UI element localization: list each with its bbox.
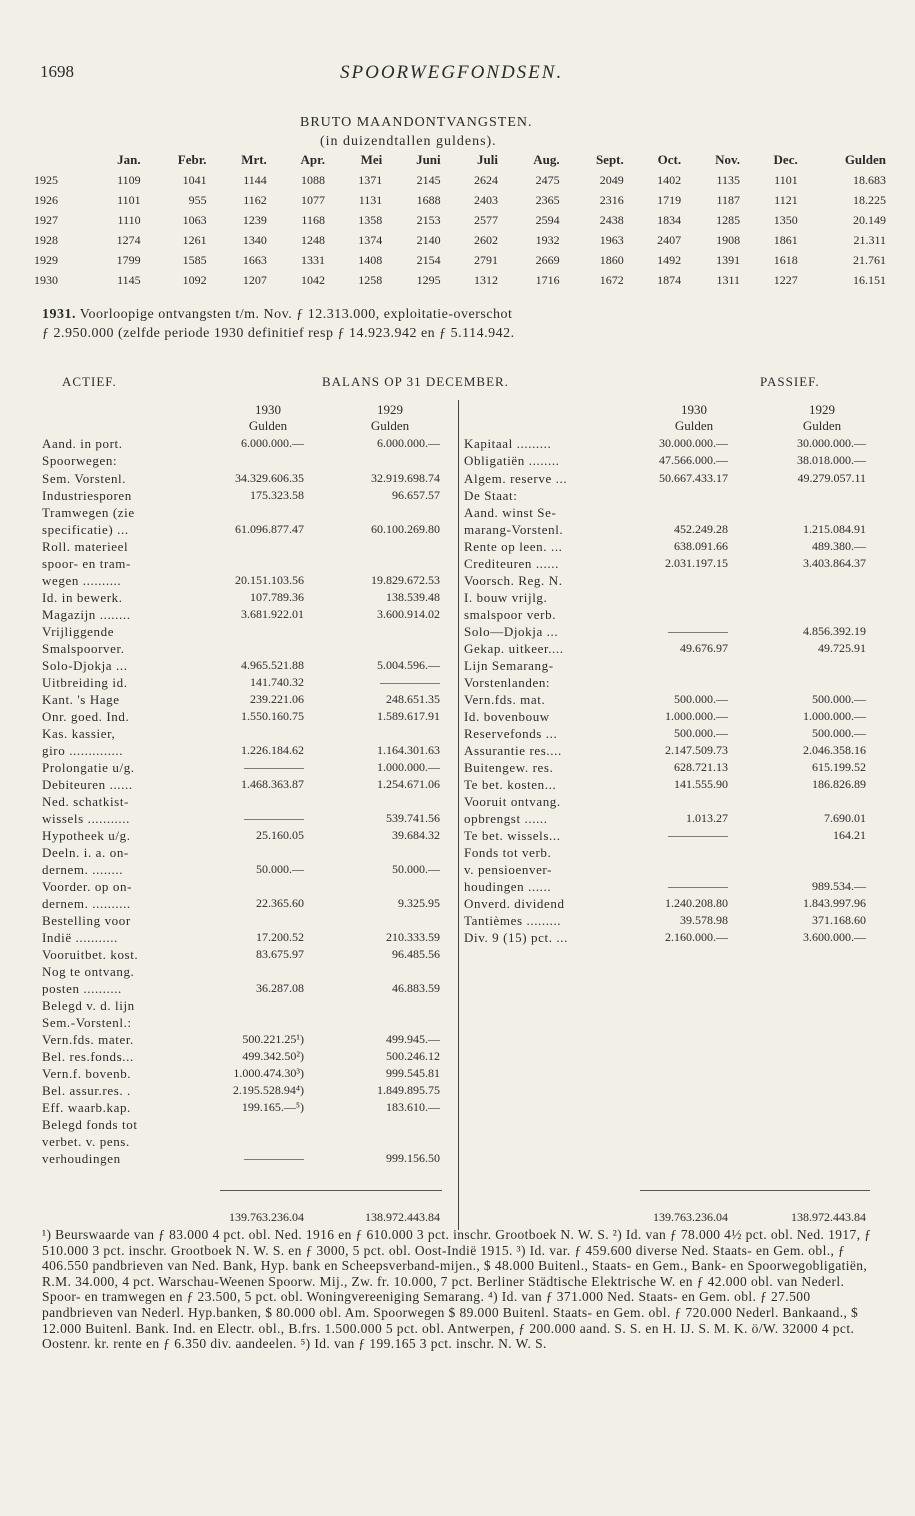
actief-item-label: Nog te ontvang.	[42, 964, 135, 979]
passief-value-1930: 1.013.27	[686, 811, 728, 825]
actief-value-1930: 61.096.877.47	[235, 522, 304, 536]
actief-item-label: specificatie) ...	[42, 522, 129, 537]
value-cell: 1585	[182, 252, 207, 267]
value-cell: 2669	[535, 252, 560, 267]
value-cell: 1350	[773, 212, 798, 227]
monthly-col-header: Aug.	[533, 152, 560, 167]
passief-value-1929: 1.000.000.—	[803, 709, 866, 723]
actief-item-label: dernem. ........	[42, 862, 124, 877]
value-cell: 1239	[242, 212, 267, 227]
passief-item-label: Lijn Semarang-	[464, 658, 554, 673]
actief-item-label: Ned. schatkist-	[42, 794, 129, 809]
passief-unit-1930: Gulden	[674, 418, 714, 433]
passief-total-1929: 138.972.443.84	[791, 1210, 866, 1224]
actief-value-1929: 9.325.95	[398, 896, 440, 910]
value-cell: 2624	[473, 172, 498, 187]
value-cell: 1227	[773, 272, 798, 287]
actief-value-1929: 539.741.56	[386, 811, 440, 825]
monthly-col-header: Dec.	[773, 152, 798, 167]
value-cell: 1861	[773, 232, 798, 247]
passief-value-1930: 141.555.90	[674, 777, 728, 791]
passief-value-1930: —————	[668, 879, 728, 893]
passief-value-1930: 39.578.98	[680, 913, 728, 927]
actief-sum-line	[220, 1190, 442, 1191]
passief-value-1929: 2.046.358.16	[803, 743, 866, 757]
value-cell: 1374	[358, 232, 383, 247]
passief-value-1930: 49.676.97	[680, 641, 728, 655]
passief-item-label: I. bouw vrijlg.	[464, 590, 548, 605]
actief-value-1930: 36.287.08	[256, 981, 304, 995]
value-cell: 1162	[243, 192, 267, 207]
value-cell: 1258	[358, 272, 383, 287]
passief-value-1929: 500.000.—	[812, 692, 866, 706]
value-cell: 18.225	[853, 192, 886, 207]
actief-total-1930: 139.763.236.04	[229, 1210, 304, 1224]
passief-value-1930: 47.566.000.—	[659, 453, 728, 467]
value-cell: 21.311	[853, 232, 886, 247]
actief-item-label: Vrijliggende	[42, 624, 115, 639]
passief-item-label: Te bet. wissels...	[464, 828, 561, 843]
actief-item-label: Bel. res.fonds...	[42, 1049, 134, 1064]
actief-item-label: Magazijn ........	[42, 607, 131, 622]
monthly-col-header: Sept.	[595, 152, 624, 167]
actief-value-1929: 1.589.617.91	[377, 709, 440, 723]
balance-divider	[458, 400, 459, 1230]
monthly-col-header: Gulden	[844, 152, 886, 167]
value-cell: 1371	[358, 172, 383, 187]
value-cell: 1042	[300, 272, 325, 287]
value-cell: 1145	[117, 272, 141, 287]
page-number: 1698	[40, 62, 74, 81]
passief-value-1929: 4.856.392.19	[803, 624, 866, 638]
value-cell: 2316	[599, 192, 624, 207]
value-cell: 1311	[716, 272, 741, 287]
actief-item-label: Smalspoorver.	[42, 641, 125, 656]
passief-value-1930: —————	[668, 828, 728, 842]
passief-item-label: Gekap. uitkeer....	[464, 641, 564, 656]
actief-value-1930: 500.221.25¹)	[242, 1032, 304, 1046]
passief-value-1930: 500.000.—	[674, 726, 728, 740]
actief-value-1930: 1.550.160.75	[241, 709, 304, 723]
actief-value-1930: 50.000.—	[256, 862, 304, 876]
actief-value-1929: 999.156.50	[386, 1151, 440, 1165]
note-year: 1931.	[42, 307, 76, 322]
actief-value-1930: 6.000.000.—	[241, 436, 304, 450]
actief-value-1930: 1.226.184.62	[241, 743, 304, 757]
passief-heading: PASSIEF.	[760, 374, 820, 389]
table-row	[30, 270, 890, 290]
value-cell: 2140	[416, 232, 441, 247]
value-cell: 2594	[535, 212, 560, 227]
passief-item-label: Te bet. kosten...	[464, 777, 557, 792]
actief-value-1929: 1.164.301.63	[377, 743, 440, 757]
passief-item-label: Voorsch. Reg. N.	[464, 573, 563, 588]
actief-item-label: Voorder. op on-	[42, 879, 133, 894]
passief-value-1929: 371.168.60	[812, 913, 866, 927]
table-row	[30, 230, 890, 250]
actief-unit-1930: Gulden	[248, 418, 288, 433]
value-cell: 1041	[182, 172, 207, 187]
actief-item-label: Bestelling voor	[42, 913, 131, 928]
value-cell: 1719	[657, 192, 682, 207]
actief-item-label: Industriesporen	[42, 488, 132, 503]
actief-value-1930: 3.681.922.01	[241, 607, 304, 621]
passief-item-label: Onverd. dividend	[464, 896, 565, 911]
value-cell: 2791	[473, 252, 498, 267]
actief-item-label: Belegd fonds tot	[42, 1117, 138, 1132]
actief-value-1930: 17.200.52	[256, 930, 304, 944]
actief-value-1929: 19.829.672.53	[371, 573, 440, 587]
value-cell: 1092	[182, 272, 207, 287]
monthly-col-header: Mei	[360, 152, 383, 167]
passief-item-label: Aand. winst Se-	[464, 505, 557, 520]
passief-value-1930: 30.000.000.—	[659, 436, 728, 450]
monthly-col-header: Juni	[416, 152, 441, 167]
passief-item-label: De Staat:	[464, 488, 518, 503]
passief-total-1930: 139.763.236.04	[653, 1210, 728, 1224]
monthly-table-title: BRUTO MAANDONTVANGSTEN.	[300, 115, 533, 130]
actief-value-1929: 96.485.56	[392, 947, 440, 961]
value-cell: 1121	[774, 192, 798, 207]
value-cell: 1168	[301, 212, 325, 227]
passief-value-1930: —————	[668, 624, 728, 638]
actief-value-1930: 499.342.50²)	[242, 1049, 304, 1063]
passief-item-label: v. pensioenver-	[464, 862, 553, 877]
actief-value-1930: —————	[244, 811, 304, 825]
actief-value-1929: 1.000.000.—	[377, 760, 440, 774]
passief-item-label: Buitengew. res.	[464, 760, 554, 775]
actief-value-1930: 199.165.—⁵)	[241, 1100, 304, 1114]
actief-value-1930: 1.000.474.30³)	[233, 1066, 304, 1080]
year-cell: 1930	[34, 272, 58, 287]
value-cell: 1077	[300, 192, 325, 207]
actief-item-label: Deeln. i. a. on-	[42, 845, 129, 860]
value-cell: 1101	[774, 172, 798, 187]
actief-item-label: Bel. assur.res. .	[42, 1083, 131, 1098]
passief-value-1929: 49.279.057.11	[797, 471, 866, 485]
value-cell: 1932	[535, 232, 560, 247]
balance-heading: BALANS OP 31 DECEMBER.	[322, 374, 509, 389]
value-cell: 2365	[535, 192, 560, 207]
actief-heading: ACTIEF.	[62, 374, 117, 389]
value-cell: 1101	[117, 192, 141, 207]
value-cell: 2145	[416, 172, 441, 187]
actief-item-label: verhoudingen	[42, 1151, 121, 1166]
passief-value-1930: 2.147.509.73	[665, 743, 728, 757]
passief-value-1929: 164.21	[833, 828, 866, 842]
value-cell: 18.683	[853, 172, 886, 187]
year-cell: 1927	[34, 212, 58, 227]
actief-item-label: posten ..........	[42, 981, 122, 996]
actief-year-1930: 1930	[255, 402, 281, 417]
passief-item-label: Id. bovenbouw	[464, 709, 550, 724]
actief-value-1929: 3.600.914.02	[377, 607, 440, 621]
actief-item-label: Hypotheek u/g.	[42, 828, 131, 843]
actief-item-label: Vooruitbet. kost.	[42, 947, 139, 962]
actief-value-1930: 2.195.528.94⁴)	[232, 1083, 304, 1097]
passief-value-1929: 989.534.—	[812, 879, 866, 893]
value-cell: 1274	[116, 232, 141, 247]
value-cell: 955	[188, 192, 207, 207]
value-cell: 1874	[657, 272, 682, 287]
passief-value-1930: 500.000.—	[674, 692, 728, 706]
passief-unit-1929: Gulden	[802, 418, 842, 433]
actief-value-1930: 34.329.606.35	[235, 471, 304, 485]
value-cell: 1716	[535, 272, 560, 287]
value-cell: 2475	[535, 172, 560, 187]
passief-item-label: smalspoor verb.	[464, 607, 557, 622]
passief-value-1929: 186.826.89	[812, 777, 866, 791]
value-cell: 1109	[117, 172, 141, 187]
value-cell: 2049	[599, 172, 624, 187]
actief-value-1930: 1.468.363.87	[241, 777, 304, 791]
table-row	[30, 170, 890, 190]
value-cell: 2438	[599, 212, 624, 227]
actief-value-1929: 46.883.59	[392, 981, 440, 995]
passief-item-label: Rente op leen. ...	[464, 539, 563, 554]
passief-value-1929: 500.000.—	[812, 726, 866, 740]
value-cell: 1391	[716, 252, 741, 267]
actief-value-1929: 499.945.—	[386, 1032, 440, 1046]
value-cell: 1131	[358, 192, 383, 207]
year-cell: 1925	[34, 172, 58, 187]
passief-item-label: Obligatiën ........	[464, 453, 560, 468]
value-cell: 20.149	[853, 212, 886, 227]
actief-item-label: wissels ...........	[42, 811, 130, 826]
actief-item-label: Indië ...........	[42, 930, 118, 945]
actief-value-1930: 20.151.103.56	[235, 573, 304, 587]
value-cell: 1963	[599, 232, 624, 247]
passief-value-1929: 49.725.91	[818, 641, 866, 655]
passief-value-1929: 7.690.01	[824, 811, 866, 825]
value-cell: 1402	[657, 172, 682, 187]
value-cell: 1908	[716, 232, 741, 247]
monthly-table-subtitle: (in duizendtallen guldens).	[320, 134, 497, 149]
actief-item-label: Uitbreiding id.	[42, 675, 128, 690]
note-line-1: Voorloopige ontvangsten t/m. Nov. ƒ 12.313.000, exploitatie-overschot	[79, 307, 513, 322]
actief-value-1929: 183.610.—	[386, 1100, 440, 1114]
actief-item-label: Sem.-Vorstenl.:	[42, 1015, 132, 1030]
monthly-col-header: Juli	[477, 152, 498, 167]
value-cell: 1135	[716, 172, 741, 187]
passief-item-label: marang-Vorstenl.	[464, 522, 564, 537]
actief-total-1929: 138.972.443.84	[365, 1210, 440, 1224]
actief-item-label: Vern.fds. mater.	[42, 1032, 134, 1047]
value-cell: 1688	[416, 192, 441, 207]
actief-item-label: Sem. Vorstenl.	[42, 471, 127, 486]
passief-item-label: Vern.fds. mat.	[464, 692, 546, 707]
actief-value-1930: 175.323.58	[250, 488, 304, 502]
actief-item-label: Aand. in port.	[42, 436, 123, 451]
value-cell: 1799	[116, 252, 141, 267]
value-cell: 1672	[599, 272, 624, 287]
passief-value-1929: 615.199.52	[812, 760, 866, 774]
value-cell: 1492	[657, 252, 682, 267]
actief-value-1930: 25.160.05	[256, 828, 304, 842]
passief-value-1929: 1.843.997.96	[803, 896, 866, 910]
value-cell: 1340	[242, 232, 267, 247]
actief-item-label: giro ..............	[42, 743, 124, 758]
passief-year-1930: 1930	[681, 402, 707, 417]
passief-value-1930: 2.031.197.15	[665, 556, 728, 570]
value-cell: 21.761	[853, 252, 886, 267]
value-cell: 1331	[300, 252, 325, 267]
passief-item-label: Solo—Djokja ...	[464, 624, 559, 639]
passief-value-1930: 2.160.000.—	[665, 930, 728, 944]
value-cell: 2153	[416, 212, 441, 227]
value-cell: 1663	[242, 252, 267, 267]
actief-value-1929: 96.657.57	[392, 488, 440, 502]
actief-value-1930: 22.365.60	[256, 896, 304, 910]
monthly-col-header: Oct.	[657, 152, 682, 167]
preliminary-note	[42, 305, 515, 343]
actief-value-1929: 138.539.48	[386, 590, 440, 604]
actief-item-label: Tramwegen (zie	[42, 505, 135, 520]
actief-item-label: Vern.f. bovenb.	[42, 1066, 132, 1081]
value-cell: 2602	[473, 232, 498, 247]
passief-value-1929: 3.600.000.—	[803, 930, 866, 944]
footnotes: ¹) Beurswaarde van ƒ 83.000 4 pct. obl. Ned. 1916 en ƒ 610.000 3 pct. inschr. Grootboek N. W. S. ²) Id. van ƒ 78.000 4½ pct. obl. Ned. 1917, ƒ 510.000 3 pct. inschr. Grootboek N. W. S. en ƒ 3000, 5 pct. obl. Oost-Indië 1915. ³) Id. var. ƒ 459.600 diverse Ned. Staats- en Gem. obl., ƒ 406.550 pandbrieven van Ned. Bank, Hyp. bank en Scheepsverband-mijen., $ 48.000 Buitenl., Staats- en Gem., Bank- en Spoorwegobligatiën, R.M. 34.000, 4 pct. Warschau-Weenen Spoorw. Mij., Zw. fr. 10.000, 7 pct. Berliner Städtische Elektrische W. en ƒ 42.000 obl. van Nederl. Spoor- en tramwegen en ƒ 23.500, 5 pct. obl. Woningvereeniging Semarang. ⁴) Id. van ƒ 371.000 Ned. Staats- en Gem. obl. ƒ 27.500 pandbrieven van Nederl. Hyp.banken, $ 80.000 obl. Am. Spoorwegen $ 89.000 Buitenl. Staats- en Gem. obl. ƒ 720.000 Nederl. Bankaand., $ 12.000 Buitenl. Bank. Ind. en Electr. obl., B.frs. 1.500.000 5 pct. obl. Antwerpen, ƒ 200.000 aand. S. S. en H. IJ. S. M. K. ö/W. 32000 4 pct. Oostenr. kr. rente en ƒ 6.350 div. aandeelen. ⁵) Id. van ƒ 199.165 3 pct. inschr. N. W. S.	[42, 1227, 872, 1352]
passief-item-label: Vorstenlanden:	[464, 675, 551, 690]
actief-value-1929: 999.545.81	[386, 1066, 440, 1080]
actief-value-1929: 248.651.35	[386, 692, 440, 706]
value-cell: 2403	[473, 192, 498, 207]
actief-item-label: Belegd v. d. lijn	[42, 998, 135, 1013]
actief-value-1929: 1.254.671.06	[377, 777, 440, 791]
value-cell: 2577	[473, 212, 498, 227]
passief-value-1930: 1.000.000.—	[665, 709, 728, 723]
passief-item-label: Assurantie res....	[464, 743, 562, 758]
passief-item-label: Kapitaal .........	[464, 436, 552, 451]
actief-value-1929: 50.000.—	[392, 862, 440, 876]
actief-value-1929: —————	[380, 675, 440, 689]
passief-sum-line	[640, 1190, 870, 1191]
actief-item-label: Prolongatie u/g.	[42, 760, 135, 775]
year-cell: 1929	[34, 252, 58, 267]
passief-value-1930: 628.721.13	[674, 760, 728, 774]
value-cell: 1408	[358, 252, 383, 267]
actief-item-label: verbet. v. pens.	[42, 1134, 130, 1149]
passief-value-1929: 1.215.084.91	[803, 522, 866, 536]
actief-value-1929: 6.000.000.—	[377, 436, 440, 450]
actief-value-1929: 32.919.698.74	[371, 471, 440, 485]
value-cell: 16.151	[853, 272, 886, 287]
actief-year-1929: 1929	[377, 402, 403, 417]
value-cell: 1261	[182, 232, 207, 247]
table-row	[30, 250, 890, 270]
passief-value-1930: 1.240.208.80	[665, 896, 728, 910]
value-cell: 1834	[657, 212, 682, 227]
value-cell: 1312	[473, 272, 498, 287]
value-cell: 1248	[300, 232, 325, 247]
monthly-receipts-table	[30, 150, 890, 290]
passief-item-label: Reservefonds ...	[464, 726, 558, 741]
value-cell: 1358	[358, 212, 383, 227]
passief-year-1929: 1929	[809, 402, 835, 417]
passief-item-label: Vooruit ontvang.	[464, 794, 561, 809]
actief-value-1930: 4.965.521.88	[241, 658, 304, 672]
actief-item-label: Kant. 's Hage	[42, 692, 120, 707]
value-cell: 2407	[657, 232, 682, 247]
actief-value-1929: 60.100.269.80	[371, 522, 440, 536]
monthly-col-header: Jan.	[117, 152, 141, 167]
actief-item-label: Id. in bewerk.	[42, 590, 123, 605]
monthly-col-header: Febr.	[177, 152, 207, 167]
value-cell: 1144	[243, 172, 267, 187]
actief-value-1930: 239.221.06	[250, 692, 304, 706]
table-row	[30, 210, 890, 230]
year-cell: 1928	[34, 232, 58, 247]
monthly-col-header	[30, 150, 87, 170]
value-cell: 1088	[300, 172, 325, 187]
actief-value-1930: —————	[244, 1151, 304, 1165]
value-cell: 1187	[716, 192, 741, 207]
actief-value-1929: 210.333.59	[386, 930, 440, 944]
value-cell: 1860	[599, 252, 624, 267]
passief-value-1930: 452.249.28	[674, 522, 728, 536]
actief-value-1930: 83.675.97	[256, 947, 304, 961]
actief-value-1929: 500.246.12	[386, 1049, 440, 1063]
value-cell: 1285	[716, 212, 741, 227]
value-cell: 2154	[416, 252, 441, 267]
passief-item-label: Tantièmes .........	[464, 913, 562, 928]
value-cell: 1618	[773, 252, 798, 267]
passief-value-1929: 3.403.864.37	[803, 556, 866, 570]
actief-value-1930: 107.789.36	[250, 590, 304, 604]
year-cell: 1926	[34, 192, 58, 207]
actief-item-label: Solo-Djokja ...	[42, 658, 128, 673]
passief-value-1929: 489.380.—	[812, 539, 866, 553]
passief-item-label: Div. 9 (15) pct. ...	[464, 930, 568, 945]
passief-item-label: Algem. reserve ...	[464, 471, 568, 486]
monthly-col-header: Nov.	[715, 152, 741, 167]
passief-value-1930: 638.091.66	[674, 539, 728, 553]
actief-item-label: dernem. ..........	[42, 896, 131, 911]
actief-item-label: Roll. materieel	[42, 539, 129, 554]
actief-value-1930: 141.740.32	[250, 675, 304, 689]
value-cell: 1295	[416, 272, 441, 287]
passief-item-label: Crediteuren ......	[464, 556, 559, 571]
actief-item-label: Onr. goed. Ind.	[42, 709, 130, 724]
table-row	[30, 190, 890, 210]
passief-item-label: houdingen ......	[464, 879, 552, 894]
actief-value-1929: 5.004.596.—	[377, 658, 440, 672]
passief-item-label: opbrengst ......	[464, 811, 548, 826]
actief-item-label: wegen ..........	[42, 573, 122, 588]
actief-item-label: Kas. kassier,	[42, 726, 116, 741]
passief-value-1929: 30.000.000.—	[797, 436, 866, 450]
actief-value-1930: —————	[244, 760, 304, 774]
passief-value-1930: 50.667.433.17	[659, 471, 728, 485]
value-cell: 1207	[242, 272, 267, 287]
monthly-col-header: Mrt.	[241, 152, 267, 167]
page-title: SPOORWEGFONDSEN.	[340, 62, 564, 83]
value-cell: 1063	[182, 212, 207, 227]
actief-item-label: spoor- en tram-	[42, 556, 131, 571]
note-line-2: ƒ 2.950.000 (zelfde periode 1930 definitief resp ƒ 14.923.942 en ƒ 5.114.942.	[42, 326, 515, 341]
actief-value-1929: 1.849.895.75	[377, 1083, 440, 1097]
actief-value-1929: 39.684.32	[392, 828, 440, 842]
value-cell: 1110	[117, 212, 141, 227]
actief-item-label: Spoorwegen:	[42, 453, 118, 468]
actief-item-label: Eff. waarb.kap.	[42, 1100, 131, 1115]
monthly-col-header: Apr.	[300, 152, 325, 167]
actief-unit-1929: Gulden	[370, 418, 410, 433]
actief-item-label: Debiteuren ......	[42, 777, 133, 792]
passief-item-label: Fonds tot verb.	[464, 845, 552, 860]
passief-value-1929: 38.018.000.—	[797, 453, 866, 467]
